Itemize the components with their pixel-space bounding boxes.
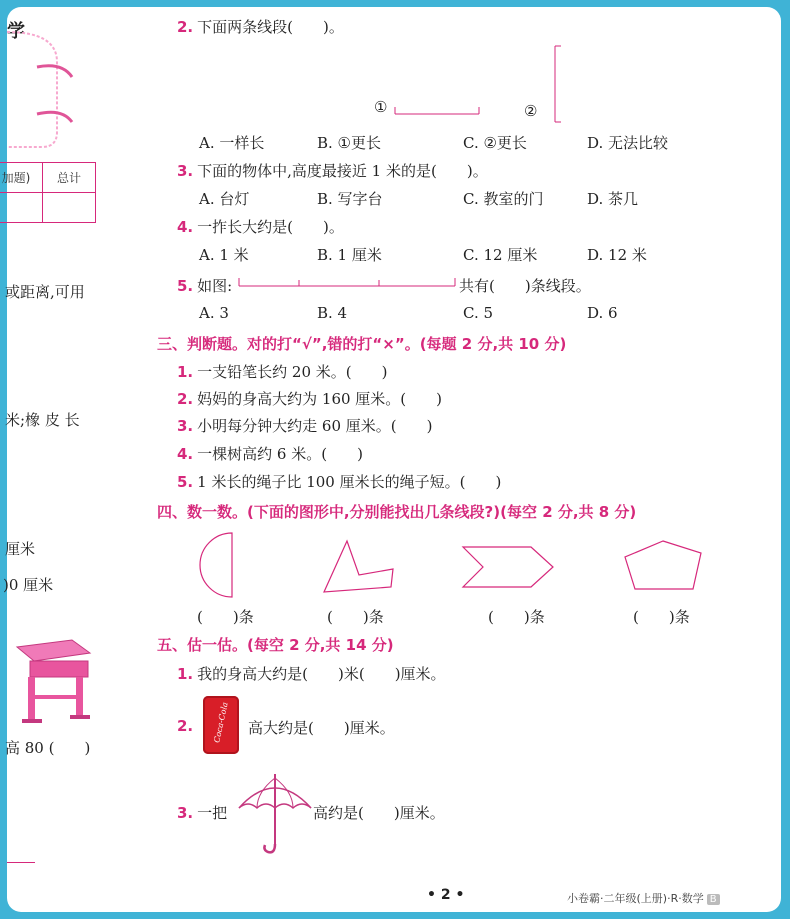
score-header-bonus: 加题) — [0, 163, 43, 193]
q2-option-b[interactable]: B. ①更长 — [317, 134, 382, 152]
q3-option-b[interactable]: B. 写字台 — [317, 190, 383, 208]
score-cell[interactable] — [43, 193, 96, 223]
q2-option-c[interactable]: C. ②更长 — [463, 134, 527, 152]
q4-option-c[interactable]: C. 12 厘米 — [463, 246, 538, 264]
shape-concave-quad — [319, 537, 399, 597]
exam-page — [1, 7, 781, 912]
q4-option-a[interactable]: A. 1 米 — [199, 246, 249, 264]
shape-arrow-hexagon — [459, 543, 559, 591]
score-header-total: 总计 — [43, 163, 96, 193]
judge-item-1: 1. 一支铅笔长约 20 米。( ) — [177, 363, 388, 381]
desk-illustration — [12, 635, 92, 725]
left-fragment-2: 米;橡 皮 长 — [5, 411, 80, 429]
edition-badge: B — [707, 894, 720, 905]
judge-item-4: 4. 一棵树高约 6 米。( ) — [177, 445, 363, 463]
q3-prompt: 3. 下面的物体中,高度最接近 1 米的是( )。 — [177, 162, 488, 180]
estimate-q1: 1. 我的身高大约是( )米( )厘米。 — [177, 665, 446, 683]
left-fragment-4: )0 厘米 — [3, 576, 54, 594]
umbrella-illustration — [235, 772, 315, 858]
q3-option-a[interactable]: A. 台灯 — [199, 190, 250, 208]
judge-item-2: 2. 妈妈的身高大约为 160 厘米。( ) — [177, 390, 443, 408]
shape-pentagon — [621, 537, 707, 593]
q5-option-a[interactable]: A. 3 — [199, 304, 229, 322]
q4-option-d[interactable]: D. 12 米 — [587, 246, 647, 264]
count-answer-3[interactable]: ( )条 — [488, 608, 545, 626]
count-answer-4[interactable]: ( )条 — [633, 608, 690, 626]
count-answer-2[interactable]: ( )条 — [327, 608, 384, 626]
estimate-q3-before: 3. 一把 — [177, 804, 228, 822]
q3-option-c[interactable]: C. 教室的门 — [463, 190, 544, 208]
q5-prompt-before: 5. 如图: — [177, 277, 233, 295]
q2-option-d[interactable]: D. 无法比较 — [587, 134, 669, 152]
q4-prompt: 4. 一拃长大约是( )。 — [177, 218, 344, 236]
left-header-char: 学 — [7, 21, 25, 42]
left-divider — [7, 862, 35, 863]
q2-segment-1 — [393, 104, 483, 116]
binder-rings — [7, 22, 77, 152]
judge-item-3: 3. 小明每分钟大约走 60 厘米。( ) — [177, 417, 433, 435]
judge-item-5: 5. 1 米长的绳子比 100 厘米长的绳子短。( ) — [177, 473, 502, 491]
shape-half-circle — [187, 530, 247, 600]
q2-label-1: ① — [374, 98, 388, 116]
q4-option-b[interactable]: B. 1 厘米 — [317, 246, 382, 264]
q2-option-a[interactable]: A. 一样长 — [199, 134, 265, 152]
estimate-q3-after: 高约是( )厘米。 — [313, 804, 445, 822]
book-series-title: 小卷霸·二年级(上册)·R·数学 B — [567, 890, 720, 906]
left-fragment-5: 高 80 ( ) — [5, 739, 91, 757]
section5-title: 五、估一估。(每空 2 分,共 14 分) — [157, 636, 394, 654]
left-fragment-3: 厘米 — [5, 540, 36, 558]
q3-option-d[interactable]: D. 茶几 — [587, 190, 639, 208]
q2-label-2: ② — [524, 102, 538, 120]
score-cell[interactable] — [0, 193, 43, 223]
q5-option-d[interactable]: D. 6 — [587, 304, 618, 322]
left-fragment-1: 或距离,可用 — [5, 283, 85, 301]
q2-prompt: 2. 下面两条线段( )。 — [177, 18, 344, 36]
q5-prompt-after: 共有( )条线段。 — [459, 277, 591, 295]
estimate-q2-text: 高大约是( )厘米。 — [248, 719, 395, 737]
section4-title: 四、数一数。(下面的图形中,分别能找出几条线段?)(每空 2 分,共 8 分) — [157, 503, 637, 521]
section3-title: 三、判断题。对的打“√”,错的打“×”。(每题 2 分,共 10 分) — [157, 335, 567, 353]
count-answer-1[interactable]: ( )条 — [197, 608, 254, 626]
estimate-q2-num: 2. — [177, 717, 194, 735]
page-number: • 2 • — [427, 887, 465, 903]
q5-option-b[interactable]: B. 4 — [317, 304, 348, 322]
q5-segment-figure — [235, 274, 459, 290]
q5-option-c[interactable]: C. 5 — [463, 304, 494, 322]
q2-segment-2 — [549, 44, 563, 126]
coke-can-logo: Coca-Cola — [212, 701, 230, 744]
score-table — [0, 162, 96, 223]
coke-can-illustration — [203, 696, 239, 754]
